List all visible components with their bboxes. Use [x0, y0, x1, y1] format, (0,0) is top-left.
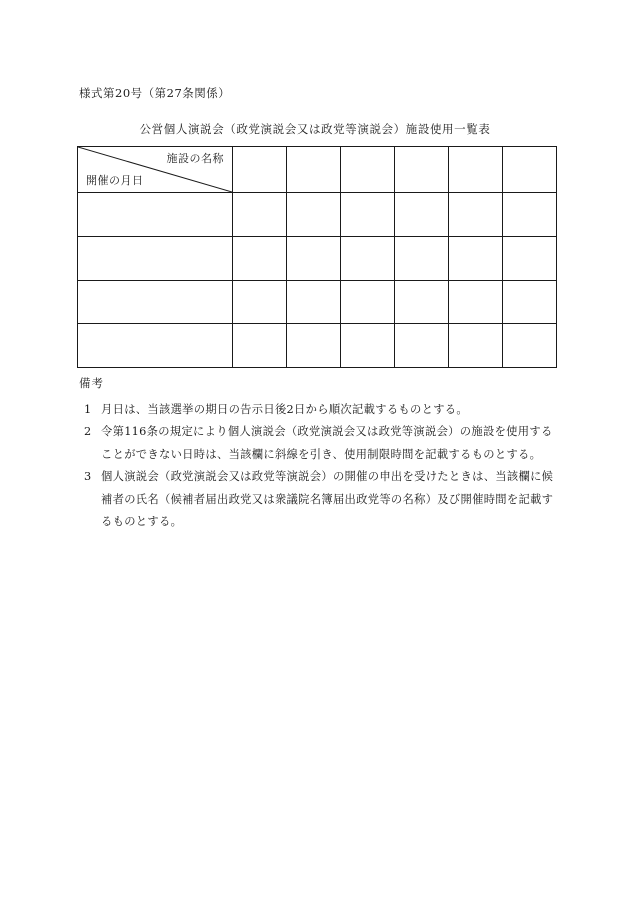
remarks-item-number: 3	[84, 470, 92, 484]
remarks-list	[84, 399, 554, 533]
usage-cell[interactable]	[341, 324, 395, 368]
remarks-item-text: 個人演説会（政党演説会又は政党等演説会）の開催の申出を受けたときは、当該欄に候補者の氏名（候補者届出政党又は衆議院名簿届出政党等の名称）及び開催時間を記載するものとする。	[101, 470, 554, 529]
facility-name-label: 施設の名称	[166, 152, 224, 165]
remarks-item-number: 1	[84, 403, 92, 416]
usage-cell[interactable]	[449, 324, 503, 368]
usage-cell[interactable]	[233, 324, 287, 368]
usage-cell[interactable]	[395, 324, 449, 368]
usage-cell[interactable]	[287, 193, 341, 237]
remarks-item-text: 月日は、当該選挙の期日の告示日後2日から順次記載するものとする。	[101, 403, 468, 416]
facility-header-cell[interactable]	[449, 147, 503, 193]
header-row	[78, 147, 557, 193]
date-cell[interactable]	[78, 193, 233, 237]
remarks-item	[84, 399, 554, 421]
usage-cell[interactable]	[233, 280, 287, 324]
usage-cell[interactable]	[287, 236, 341, 280]
usage-cell[interactable]	[395, 193, 449, 237]
facility-header-cell[interactable]	[395, 147, 449, 193]
usage-cell[interactable]	[503, 280, 557, 324]
remarks-item-number: 2	[84, 425, 92, 439]
date-row	[78, 280, 557, 324]
date-cell[interactable]	[78, 236, 233, 280]
facility-header-cell[interactable]	[503, 147, 557, 193]
remarks-item-text: 令第116条の規定により個人演説会（政党演説会又は政党等演説会）の施設を使用することができない日時は、当該欄に斜線を引き、使用制限時間を記載するものとする。	[101, 425, 553, 461]
date-row	[78, 236, 557, 280]
usage-cell[interactable]	[449, 236, 503, 280]
remarks-item	[84, 421, 554, 466]
usage-cell[interactable]	[341, 236, 395, 280]
usage-cell[interactable]	[395, 236, 449, 280]
event-date-label: 開催の月日	[86, 174, 144, 187]
usage-cell[interactable]	[449, 193, 503, 237]
usage-cell[interactable]	[503, 324, 557, 368]
date-cell[interactable]	[78, 280, 233, 324]
usage-cell[interactable]	[341, 280, 395, 324]
remarks-heading: 備考	[79, 376, 104, 390]
corner-header-cell	[78, 147, 233, 193]
facility-header-cell[interactable]	[287, 147, 341, 193]
date-row	[78, 193, 557, 237]
date-cell[interactable]	[78, 324, 233, 368]
usage-cell[interactable]	[341, 193, 395, 237]
facility-header-cell[interactable]	[233, 147, 287, 193]
document-title: 公営個人演説会（政党演説会又は政党等演説会）施設使用一覧表	[139, 122, 491, 136]
remarks-item	[84, 466, 554, 533]
usage-cell[interactable]	[503, 193, 557, 237]
usage-cell[interactable]	[503, 236, 557, 280]
usage-cell[interactable]	[449, 280, 503, 324]
usage-cell[interactable]	[287, 324, 341, 368]
facility-usage-table	[77, 146, 557, 368]
usage-cell[interactable]	[287, 280, 341, 324]
usage-cell[interactable]	[233, 193, 287, 237]
date-row	[78, 324, 557, 368]
usage-cell[interactable]	[395, 280, 449, 324]
form-number: 様式第20号（第27条関係）	[79, 86, 231, 100]
usage-cell[interactable]	[233, 236, 287, 280]
facility-header-cell[interactable]	[341, 147, 395, 193]
